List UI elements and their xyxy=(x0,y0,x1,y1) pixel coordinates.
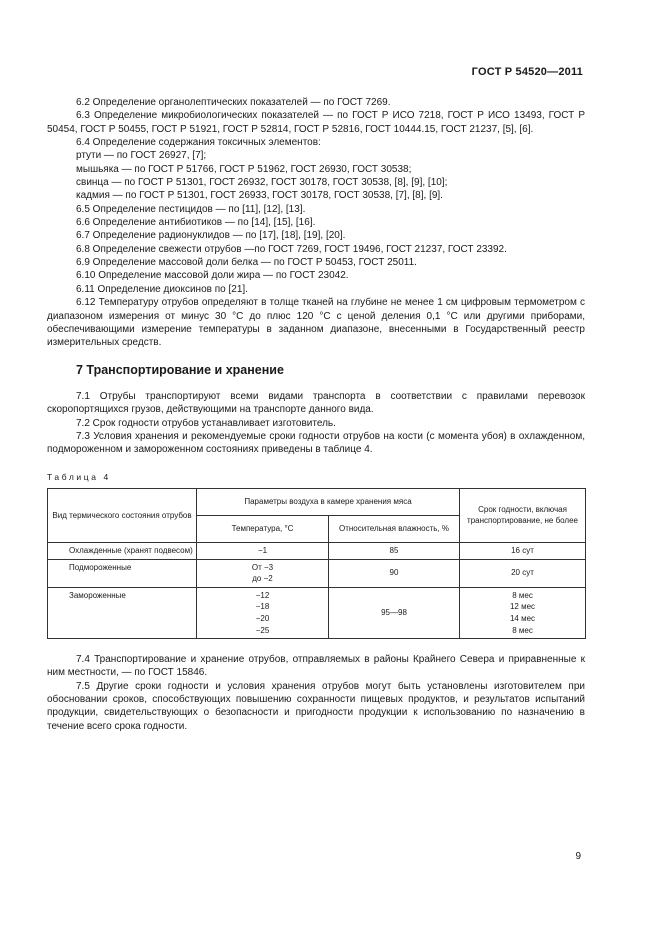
paragraph: 6.4 Определение содержания токсичных элементов: xyxy=(76,137,321,149)
paragraph: 6.7 Определение радионуклидов — по [17], [18], [19], [20]. xyxy=(76,230,346,242)
cell-text: Охлажденные (хранят подвесом) xyxy=(69,545,193,555)
table-cell-shelf xyxy=(460,559,586,587)
table-cell-temp xyxy=(197,587,329,638)
paragraph: 7.2 Срок годности отрубов устанавливает изготовитель. xyxy=(76,417,336,429)
paragraph: 7.4 Транспортирование и хранение отрубов, отправляемых в районы Крайнего Севера и приравненные к ним местности, — по ГОСТ 15846. xyxy=(47,654,585,679)
table-caption: Таблица 4 xyxy=(47,471,111,482)
paragraph: 6.6 Определение антибиотиков — по [14], [15], [16]. xyxy=(76,217,316,229)
paragraph: 6.9 Определение массовой доли белка — по ГОСТ Р 50453, ГОСТ 25011. xyxy=(76,257,417,269)
paragraph: 7.3 Условия хранения и рекомендуемые сроки годности отрубов на кости (с момента убоя) в охлажденном, подмороженном и замороженном состояниях приведены в таблице 4. xyxy=(47,430,585,456)
document-body xyxy=(47,96,585,733)
table-row xyxy=(48,559,586,587)
cell-text: до −2 xyxy=(252,574,273,584)
table-cell-shelf xyxy=(460,587,586,638)
table-cell-temp xyxy=(197,542,329,559)
paragraph: 6.10 Определение массовой доли жира — по ГОСТ 23042. xyxy=(76,270,349,282)
storage-table xyxy=(47,488,586,639)
cell-text: −18 xyxy=(255,602,270,612)
paragraph: мышьяка — по ГОСТ Р 51766, ГОСТ Р 51962, ГОСТ 26930, ГОСТ 30538; xyxy=(76,163,412,175)
paragraph: 6.5 Определение пестицидов — по [11], [12], [13]. xyxy=(76,203,306,215)
paragraph: 6.8 Определение свежести отрубов —по ГОСТ 7269, ГОСТ 19496, ГОСТ 21237, ГОСТ 23392. xyxy=(76,243,507,255)
table-cell-kind xyxy=(48,542,197,559)
table-cell-humidity: 95—98 xyxy=(329,587,460,638)
cell-text: −20 xyxy=(255,613,270,623)
paragraph: 7.1 Отрубы транспортируют всеми видами транспорта в соответствии с правилами перевозок скоропортящихся грузов, действующими на транспорте данного вида. xyxy=(47,390,585,416)
table-cell-kind xyxy=(48,559,197,587)
cell-text: 16 сут xyxy=(511,545,534,555)
table-row xyxy=(48,587,586,638)
document-header: ГОСТ Р 54520—2011 xyxy=(471,66,583,78)
cell-text: Подмороженные xyxy=(69,562,132,572)
cell-text: −12 xyxy=(255,590,270,600)
cell-text: 20 сут xyxy=(511,568,534,578)
cell-text: От −3 xyxy=(251,562,274,572)
paragraph: 6.2 Определение органолептических показателей — по ГОСТ 7269. xyxy=(76,97,391,108)
cell-text: 14 мес xyxy=(509,613,536,623)
paragraph: 6.12 Температуру отрубов определяют в толще тканей на глубине не менее 1 см цифровым термометром с диапазоном измерения от минус 30 °С до плюс 120 °С с ценой деления 0,1 °С или другими приборами, обеспечивающими измерение температуры в заданном диапазоне, внесенными в Государственный реестр измерительных средств. xyxy=(47,297,585,349)
table-header-humidity: Относительная влажность, % xyxy=(329,515,460,542)
table-header-kind: Вид термического состояния отрубов xyxy=(48,488,197,542)
table-cell-kind xyxy=(48,587,197,638)
table-cell-humidity: 90 xyxy=(329,559,460,587)
page-number: 9 xyxy=(575,851,581,862)
table-cell-shelf xyxy=(460,542,586,559)
paragraph: 6.11 Определение диоксинов по [21]. xyxy=(76,283,248,295)
table-row xyxy=(48,542,586,559)
table-header-temp: Температура, °С xyxy=(197,515,329,542)
paragraph: свинца — по ГОСТ Р 51301, ГОСТ 26932, ГОСТ 30178, ГОСТ 30538, [8], [9], [10]; xyxy=(76,177,448,189)
cell-text: 8 мес xyxy=(512,625,533,635)
cell-text: −1 xyxy=(257,545,268,555)
paragraph: кадмия — по ГОСТ Р 51301, ГОСТ 26933, ГОСТ 30178, ГОСТ 30538, [7], [8], [9]. xyxy=(76,190,443,202)
paragraph: 7.5 Другие сроки годности и условия хранения отрубов могут быть установлены изготовителем при обосновании сроков, способствующих повышению сохранности пищевых продуктов, и результатов испытаний продукции, свидетельствующих о безопасности и пригодности продукции к использованию по назначению в течение всего срока годности. xyxy=(47,680,585,732)
section-title: 7 Транспортирование и хранение xyxy=(76,362,284,377)
paragraph: 6.3 Определение микробиологических показателей — по ГОСТ Р ИСО 7218, ГОСТ Р ИСО 13493, ГОСТ Р 50454, ГОСТ Р 50455, ГОСТ Р 51921, ГОСТ Р 52814, ГОСТ Р 52816, ГОСТ 10444.15, ГОСТ 21237, [5], [6]. xyxy=(47,110,585,135)
table-header-shelf: Срок годности, включая транспортирование, не более xyxy=(460,488,586,542)
cell-text: −25 xyxy=(255,625,270,635)
cell-text: 12 мес xyxy=(509,602,536,612)
cell-text: 8 мес xyxy=(512,590,533,600)
table-header-params: Параметры воздуха в камере хранения мяса xyxy=(197,488,460,515)
cell-text: Замороженные xyxy=(69,590,126,600)
paragraph: ртути — по ГОСТ 26927, [7]; xyxy=(76,150,207,162)
table-cell-humidity: 85 xyxy=(329,542,460,559)
table-cell-temp xyxy=(197,559,329,587)
